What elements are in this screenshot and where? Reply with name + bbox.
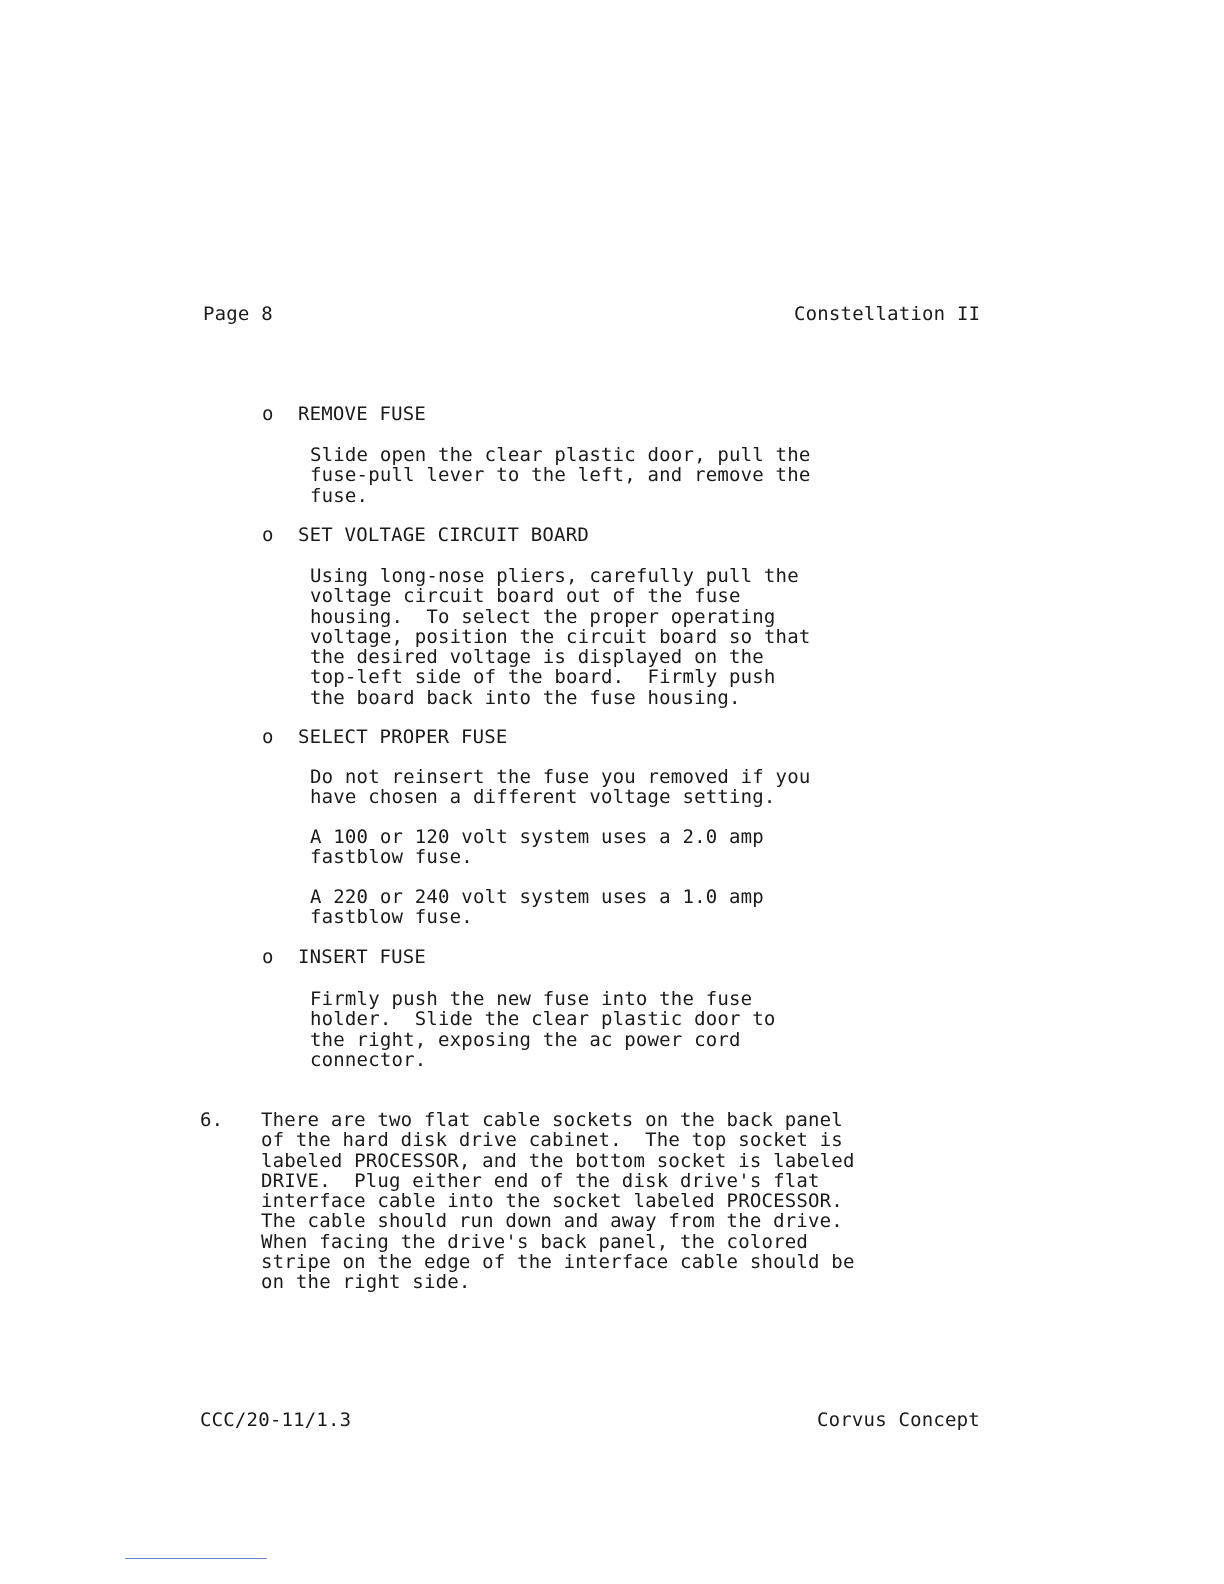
section-paragraph: Using long-nose pliers, carefully pull the voltage circuit board out of the fuse housing. To select the proper operating voltage, position the circuit board so that the desired voltage is displayed on the top-left side of the board. Firmly push the board back into the fuse housing. — [310, 565, 811, 709]
step-number: 6. — [200, 1109, 224, 1131]
section-heading-set-voltage: SET VOLTAGE CIRCUIT BOARD — [298, 524, 589, 546]
bullet-marker: o — [262, 726, 274, 748]
section-paragraph: A 100 or 120 volt system uses a 2.0 amp fastblow fuse. — [310, 826, 764, 869]
section-heading-insert-fuse: INSERT FUSE — [298, 946, 427, 968]
bullet-marker: o — [262, 946, 274, 968]
product-name: Corvus Concept — [817, 1409, 980, 1431]
section-paragraph: A 220 or 240 volt system uses a 1.0 amp fastblow fuse. — [310, 886, 764, 929]
section-heading-select-fuse: SELECT PROPER FUSE — [298, 726, 508, 748]
section-paragraph: Do not reinsert the fuse you removed if you have chosen a different voltage setting. — [310, 766, 811, 809]
section-paragraph: Firmly push the new fuse into the fuse holder. Slide the clear plastic door to the right, exposing the ac power cord connector. — [310, 988, 776, 1071]
document-code: CCC/20-11/1.3 — [200, 1409, 352, 1431]
bottom-rule — [125, 1558, 267, 1559]
section-heading-remove-fuse: REMOVE FUSE — [298, 403, 427, 425]
bullet-marker: o — [262, 403, 274, 425]
section-paragraph: Slide open the clear plastic door, pull the fuse-pull lever to the left, and remove the fuse. — [310, 444, 811, 507]
bullet-marker: o — [262, 524, 274, 546]
page-number: Page 8 — [203, 303, 273, 325]
step-paragraph: There are two flat cable sockets on the back panel of the hard disk drive cabinet. The top socket is labeled PROCESSOR, and the bottom socket is labeled DRIVE. Plug either end of the disk drive's flat interface cable into the socket labeled PROCESSOR. The cable should run down and away from the drive. When facing the drive's back panel, the colored stripe on the edge of the interface cable should be on the right side. — [261, 1109, 855, 1294]
document-title: Constellation II — [794, 303, 981, 325]
